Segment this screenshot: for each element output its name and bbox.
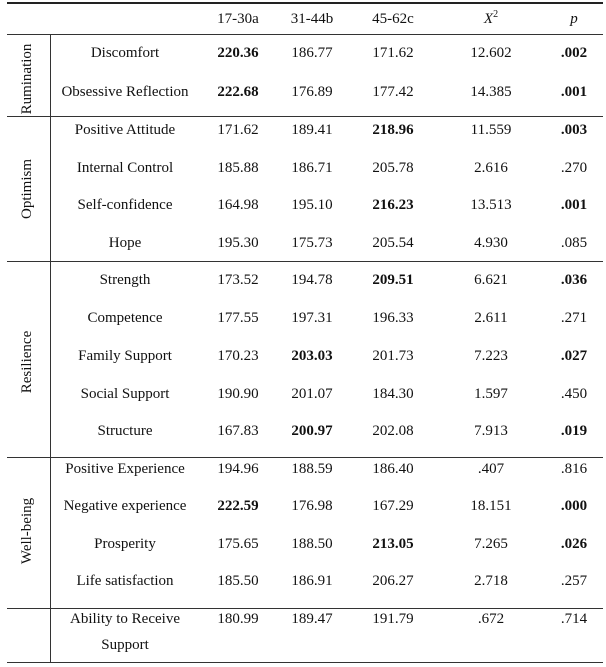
cell-45-62: 218.96	[372, 122, 414, 138]
cell-31-44: 200.97	[291, 423, 333, 439]
cell-chi-square: 4.930	[474, 235, 508, 251]
cell-p-value: .257	[560, 573, 588, 589]
header-p-value: p	[570, 11, 578, 27]
row-label: Internal Control	[76, 160, 174, 176]
cell-chi-square: 14.385	[470, 84, 512, 100]
cell-31-44: 195.10	[291, 197, 333, 213]
cell-31-44: 175.73	[291, 235, 333, 251]
cell-17-30: 222.59	[217, 498, 259, 514]
group-column-divider	[50, 34, 51, 662]
cell-31-44: 201.07	[291, 386, 333, 402]
row-label: Family Support	[78, 348, 172, 364]
cell-17-30: 171.62	[217, 122, 259, 138]
group-rule-rumination	[7, 116, 603, 117]
cell-17-30: 190.90	[217, 386, 259, 402]
cell-45-62: 216.23	[372, 197, 414, 213]
cell-p-value: .027	[560, 348, 588, 364]
cell-p-value: .002	[560, 45, 588, 61]
cell-chi-square: 1.597	[474, 386, 508, 402]
row-label: Structure	[97, 423, 153, 439]
cell-chi-square: 18.151	[470, 498, 512, 514]
group-label-wellbeing: Well-being	[19, 497, 35, 565]
row-label: Hope	[108, 235, 142, 251]
row-label: Ability to Receive	[70, 611, 180, 627]
cell-17-30: 185.50	[217, 573, 259, 589]
header-chi-symbol: X	[483, 11, 494, 27]
cell-17-30: 195.30	[217, 235, 259, 251]
cell-17-30: 173.52	[217, 272, 259, 288]
cell-17-30: 180.99	[217, 611, 259, 627]
cell-chi-square: 7.223	[474, 348, 508, 364]
cell-p-value: .450	[560, 386, 588, 402]
cell-17-30: 194.96	[217, 461, 259, 477]
cell-chi-square: 6.621	[474, 272, 508, 288]
row-label: Social Support	[80, 386, 170, 402]
cell-45-62: 205.78	[372, 160, 414, 176]
header-rule	[7, 34, 603, 35]
cell-31-44: 194.78	[291, 272, 333, 288]
cell-17-30: 170.23	[217, 348, 259, 364]
cell-45-62: 191.79	[372, 611, 414, 627]
cell-31-44: 186.77	[291, 45, 333, 61]
cell-chi-square: 2.718	[474, 573, 508, 589]
cell-chi-square: 2.611	[474, 310, 508, 326]
cell-17-30: 175.65	[217, 536, 259, 552]
cell-p-value: .000	[560, 498, 588, 514]
cell-p-value: .085	[560, 235, 588, 251]
cell-45-62: 209.51	[372, 272, 414, 288]
cell-17-30: 220.36	[217, 45, 259, 61]
row-label: Negative experience	[63, 498, 187, 514]
header-chi-superscript: 2	[493, 9, 499, 20]
header-age-45-62: 45-62c	[372, 11, 414, 27]
cell-45-62: 186.40	[372, 461, 414, 477]
cell-31-44: 189.41	[291, 122, 333, 138]
cell-p-value: .001	[560, 84, 588, 100]
row-label: Positive Attitude	[74, 122, 176, 138]
cell-17-30: 177.55	[217, 310, 259, 326]
cell-chi-square: 2.616	[474, 160, 508, 176]
cell-p-value: .003	[560, 122, 588, 138]
cell-45-62: 213.05	[372, 536, 414, 552]
cell-p-value: .816	[560, 461, 588, 477]
cell-17-30: 222.68	[217, 84, 259, 100]
cell-p-value: .714	[560, 611, 588, 627]
cell-45-62: 196.33	[372, 310, 414, 326]
cell-chi-square: 11.559	[470, 122, 512, 138]
cell-p-value: .270	[560, 160, 588, 176]
row-label: Positive Experience	[65, 461, 185, 477]
cell-17-30: 167.83	[217, 423, 259, 439]
cell-chi-square: 12.602	[470, 45, 512, 61]
group-label-optimism: Optimism	[19, 158, 35, 220]
cell-17-30: 185.88	[217, 160, 259, 176]
group-label-rumination: Rumination	[19, 43, 35, 115]
cell-p-value: .001	[560, 197, 588, 213]
cell-chi-square: 13.513	[470, 197, 512, 213]
cell-31-44: 186.91	[291, 573, 333, 589]
cell-31-44: 176.89	[291, 84, 333, 100]
row-label-continued: Support	[101, 637, 149, 653]
cell-p-value: .036	[560, 272, 588, 288]
cell-31-44: 189.47	[291, 611, 333, 627]
row-label: Obsessive Reflection	[61, 84, 189, 100]
cell-chi-square: .672	[477, 611, 505, 627]
cell-17-30: 164.98	[217, 197, 259, 213]
row-label: Strength	[99, 272, 151, 288]
header-age-31-44: 31-44b	[290, 11, 334, 27]
cell-45-62: 205.54	[372, 235, 414, 251]
cell-45-62: 167.29	[372, 498, 414, 514]
cell-45-62: 177.42	[372, 84, 414, 100]
cell-p-value: .019	[560, 423, 588, 439]
cell-31-44: 197.31	[291, 310, 333, 326]
group-rule-wellbeing	[7, 608, 603, 609]
group-label-resilience: Resilience	[19, 330, 35, 394]
cell-31-44: 188.59	[291, 461, 333, 477]
cell-p-value: .271	[560, 310, 588, 326]
group-rule-optimism	[7, 261, 603, 262]
cell-45-62: 206.27	[372, 573, 414, 589]
group-rule-resilience	[7, 457, 603, 458]
header-age-17-30: 17-30a	[217, 11, 259, 27]
header-chi-square	[484, 10, 498, 28]
cell-chi-square: .407	[477, 461, 505, 477]
cell-chi-square: 7.913	[474, 423, 508, 439]
cell-31-44: 188.50	[291, 536, 333, 552]
cell-31-44: 176.98	[291, 498, 333, 514]
cell-31-44: 203.03	[291, 348, 333, 364]
cell-chi-square: 7.265	[474, 536, 508, 552]
table-top-rule	[7, 2, 603, 4]
row-label: Discomfort	[90, 45, 160, 61]
cell-45-62: 171.62	[372, 45, 414, 61]
cell-p-value: .026	[560, 536, 588, 552]
cell-45-62: 201.73	[372, 348, 414, 364]
row-label: Life satisfaction	[76, 573, 174, 589]
cell-45-62: 202.08	[372, 423, 414, 439]
row-label: Prosperity	[94, 536, 156, 552]
table-bottom-rule	[7, 662, 603, 663]
row-label: Self-confidence	[77, 197, 173, 213]
row-label: Competence	[87, 310, 163, 326]
cell-31-44: 186.71	[291, 160, 333, 176]
cell-45-62: 184.30	[372, 386, 414, 402]
